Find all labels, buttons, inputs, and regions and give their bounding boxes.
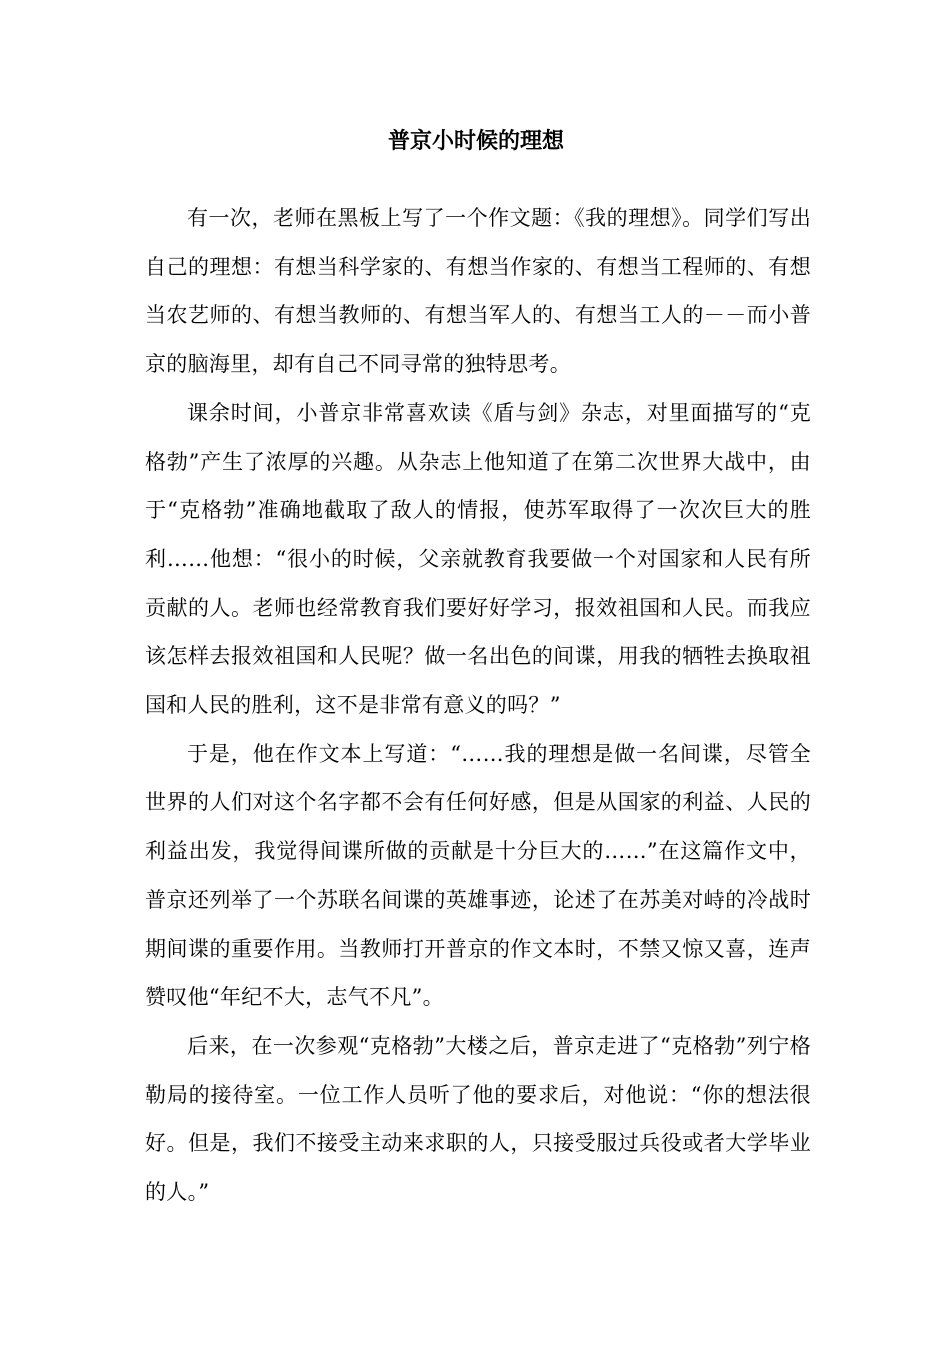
- paragraph: 后来，在一次参观“克格勃”大楼之后，普京走进了“克格勃”列宁格勒局的接待室。一位工作人员听了他的要求后，对他说：“你的想法很好。但是，我们不接受主动来求职的人，只接受服过兵役或者大学毕业的人。”: [145, 1033, 811, 1205]
- paragraph: 课余时间，小普京非常喜欢读《盾与剑》杂志，对里面描写的“克格勃”产生了浓厚的兴趣。从杂志上他知道了在第二次世界大战中，由于“克格勃”准确地截取了敌人的情报，使苏军取得了一次次巨大的胜利……他想：“很小的时候，父亲就教育我要做一个对国家和人民有所贡献的人。老师也经常教育我们要好好学习，报效祖国和人民。而我应该怎样去报效祖国和人民呢？做一名出色的间谍，用我的牺牲去换取祖国和人民的胜利，这不是非常有意义的吗？”: [145, 400, 811, 718]
- document-title: 普京小时候的理想: [387, 128, 564, 154]
- document-body: [145, 194, 811, 1217]
- paragraph: 有一次，老师在黑板上写了一个作文题：《我的理想》。同学们写出自己的理想：有想当科学家的、有想当作家的、有想当工程师的、有想当农艺师的、有想当教师的、有想当军人的、有想当工人的－－而小普京的脑海里，却有自己不同寻常的独特思考。: [145, 206, 811, 377]
- paragraph: 于是，他在作文本上写道：“……我的理想是做一名间谍，尽管全世界的人们对这个名字都不会有任何好感，但是从国家的利益、人民的利益出发，我觉得间谍所做的贡献是十分巨大的……”在这篇作文中，普京还列举了一个苏联名间谍的英雄事迹，论述了在苏美对峙的冷战时期间谍的重要作用。当教师打开普京的作文本时，不禁又惊又喜，连声赞叹他“年纪不大，志气不凡”。: [145, 741, 811, 1010]
